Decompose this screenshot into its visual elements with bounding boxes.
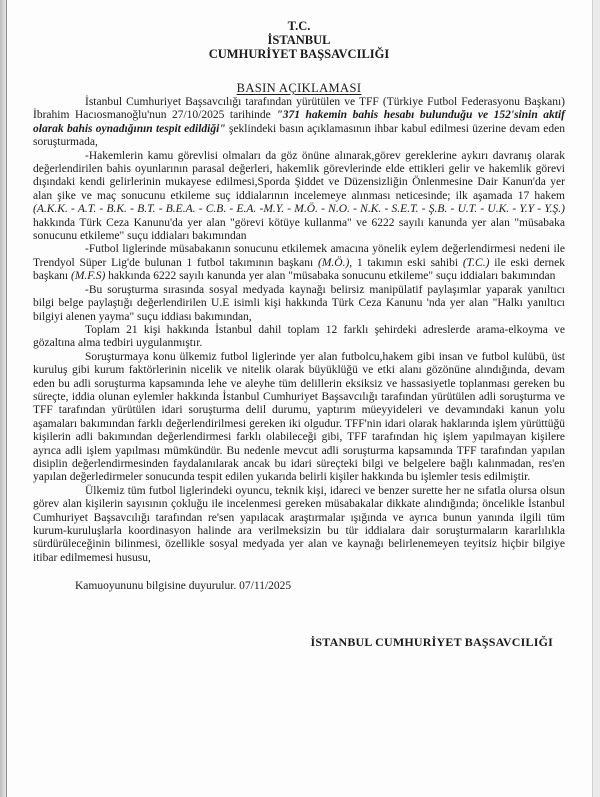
letterhead-office-line: CUMHURİYET BAŞSAVCILIĞI (208, 47, 390, 61)
paragraph-judicial-vs-administrative: Soruşturmaya konu ülkemiz futbol liglerinde yer alan futbolcu,hakem gibi insan ve futbol kulübü, üst kuruluş gibi kurum faktörlerinin nicelik ve nitelik olarak büyüklüğü ve etki alanı gözönüne alındığında, devam eden bu adli soruşturma kapsamında lehe ve aleyhe tüm delillerin eksiksiz ve hassasiyetle toplanması gereken bu süreçte, iddia olunan eylemler hakkında İstanbul Cumhuriyet Başsavcılığı tarafından yürütülen adli soruşturma ve TFF tarafından yürütülen idari soruşturma delil durumu, yaptırım müeyyideleri ve devamındaki kanun yolu aşamaları bakımından farklı değerlendirilmesi gereken iki olgudur. TFF'nin idari olarak haklarında işlem yürüttüğü kişilerin adli bakımından değerlendirmesi farklı olabileceği gibi, TFF tarafından hiç işlem yapılmayan kişilere ayrıca adli işlem yapılması mümkündür. Bu nedenle mevcut adli soruşturma kapsamında TFF tarafından yapılan disiplin değerlendirmesinden faydalanılarak ancak bu idari süreçteki bilgi ve belgelere bağlı kalınmadan, res'en yapılan değerledirmeler sonucunda tespit edilen yukarıda belirli kişiler hakkında bu işlemler tesis edilmiştir. (33, 350, 565, 484)
paragraph-ongoing-investigations: Ülkemiz tüm futbol liglerindeki oyuncu, teknik kişi, idareci ve benzer surette her ne sıfatla olursa olsun görev alan kişilerin sayısının çokluğu ile incelenmesi gereken müsabakalar dikkate alındığında; öncelikle İstanbul Cumhuriyet Başsavcılığı tarafından re'sen yapılacak araştırmalar ışığında ve ayrıca bunun yanında ilgili tüm kurum-kuruluşlarla koordinasyon halinde ara verilmeksizin bu tür iddialara dair soruşturmaların kararlılıkla sürdürüleceğinin bilinmesi, özellikle sosyal medyada yer alan ve kaynağı belirlenemeyen teyitsiz hiçbir bilgiye itibar edilmemesi hususu, (33, 484, 565, 564)
letterhead-republic-line: T.C. (287, 19, 311, 33)
paragraph-social-media-suspect: -Bu soruşturma sırasında sosyal medyada kaynağı belirsiz manipülatif paylaşımlar yaparak yanıltıcı bilgi belge paylaştığı değerlendirilen U.E isimli kişi hakkında Türk Ceza Kanunu 'nda yer alan "Halkı yanıltıcı bilgiyi alenen yayma" suçu iddiası bakımından, (33, 283, 565, 323)
document-title: BASIN AÇIKLAMASI (236, 81, 362, 95)
scan-edge-right (592, 0, 600, 797)
signature-office-name: İSTANBUL CUMHURİYET BAŞSAVCILIĞI (310, 634, 553, 649)
paragraph-intro: İstanbul Cumhuriyet Başsavcılığı tarafından yürütülen ve TFF (Türkiye Futbol Federasyonu Başkanı) İbrahim Hacıosmanoğlu'nun 27/10/2025 tarihinde "371 hakemin bahis hesabı bulunduğu ve 152'sinin aktif olarak bahis oynadığının tespit edildiği" şeklindeki basın açıklamasının ihbar kabul edilmesi üzerine devam eden soruşturmada, (33, 96, 565, 149)
paragraph-referees-investigation: -Hakemlerin kamu görevlisi olmaları da göz önüne alınarak,görev gereklerine aykırı davranış olarak değerlendirilen bahis oyunlarının parasal değerleri, hakemlik görevlerinde elde ettikleri gelir ve hakemlik görevi dışındaki kendi gelirlerinin mukayese edilmesi,Sporda Şiddet ve Düzensizliğin Önlenmesine Dair Kanun'da yer alan şike ve maç sonucunu etkileme suç iddialarının incelemeye alınması neticesinde; ilk aşamada 17 hakem (A.K.K. - A.T. - B.K. - B.T. - B.E.A. - C.B. - E.A. -M.Y. - M.Ö. - N.O. - N.K. - S.E.T. - Ş.B. - U.T. - U.K. - Y.Y - Y.Ş.) hakkında Türk Ceza Kanunu'da yer alan "görevi kötüye kullanma" ve 6222 sayılı kanunda yer alan "müsabaka sonucunu etkileme" suçu iddiaları bakımından (33, 149, 565, 243)
document-body (33, 96, 565, 565)
paragraph-club-officials: -Futbol liglerinde müsabakanın sonucunu etkilemek amacına yönelik eylem değerlendirmesi nedeni ile Trendyol Süper Lig'de bulunan 1 futbol takımının başkanı (M.Ö.), 1 takımın eski sahibi (T.C.) ile eski dernek başkanı (M.F.S) hakkında 6222 sayılı kanunda yer alan "müsabaka sonucunu etkileme" suçu iddiaları bakımından (33, 243, 566, 283)
paragraph-detention-measures: Toplam 21 kişi hakkında İstanbul dahil toplam 12 farklı şehirdeki adreslerde arama-elkoyma ve gözaltına alma tedbiri uygulanmıştır. (33, 323, 565, 350)
letterhead-city-line: İSTANBUL (267, 33, 331, 47)
scan-edge-left (0, 0, 7, 797)
closing-announcement-line: Kamuoyununu bilgisine duyurulur. 07/11/2025 (75, 580, 292, 593)
press-release-document (7, 0, 592, 797)
letterhead (33, 19, 565, 61)
